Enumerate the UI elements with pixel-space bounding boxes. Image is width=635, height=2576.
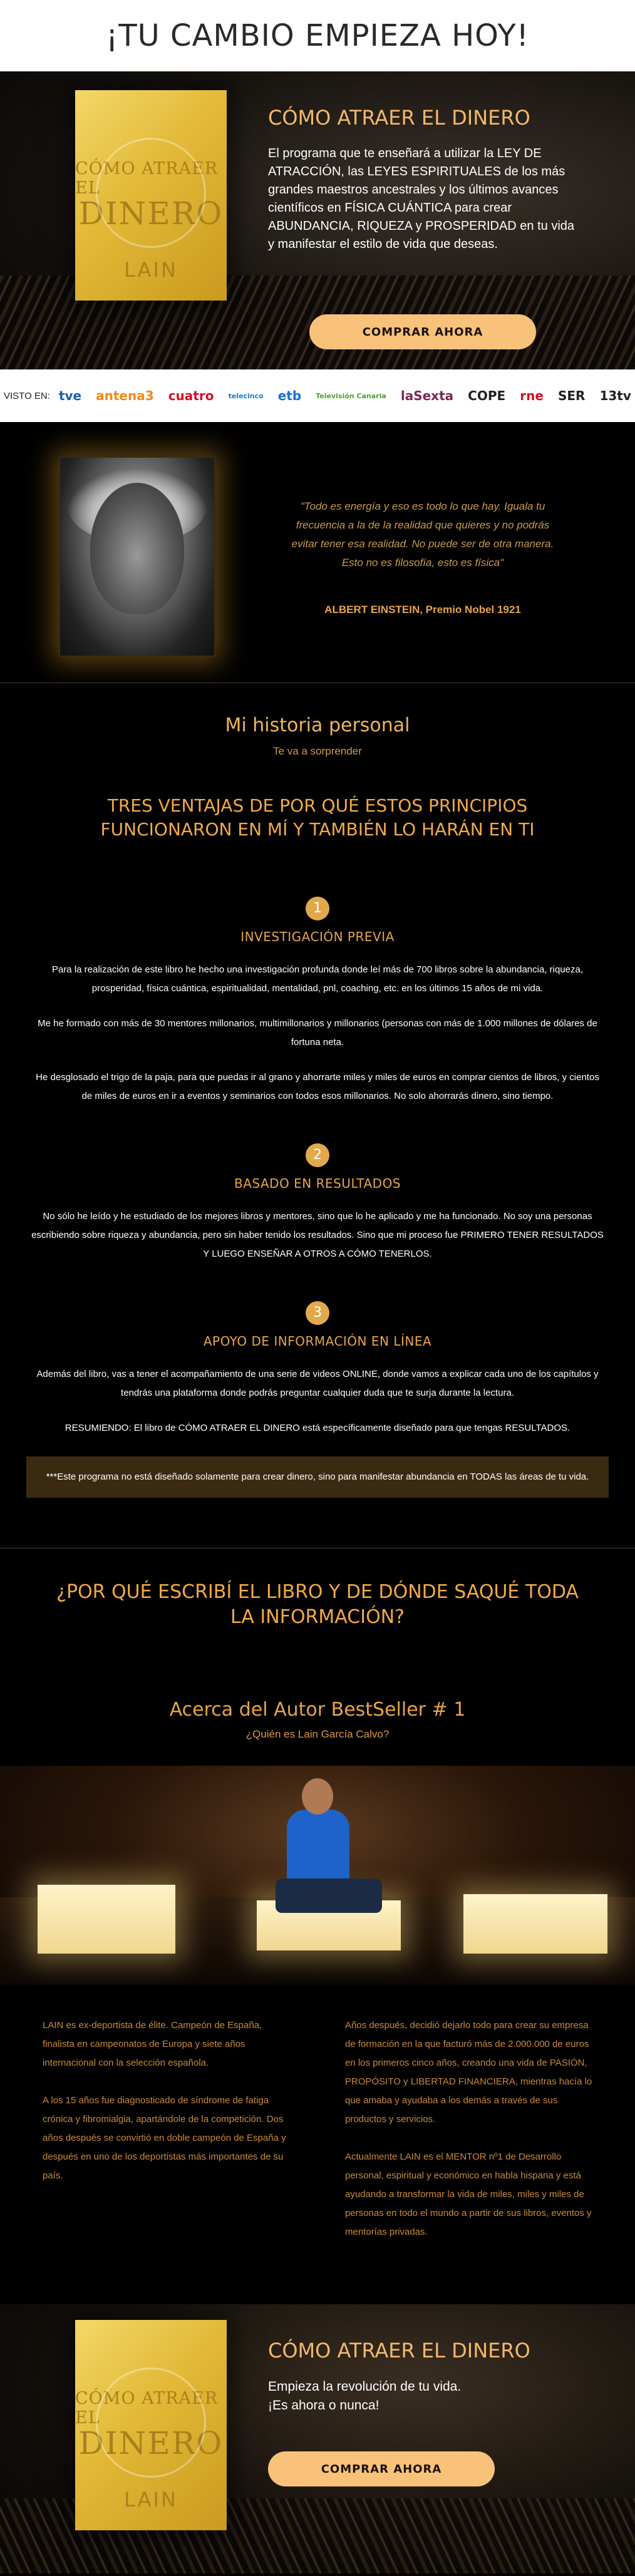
bio-right-column	[345, 2016, 592, 2260]
hero-description: El programa que te enseñará a utilizar la LEY DE ATRACCIÓN, las LEYES ESPIRITUALES de los más grandes maestros ancestrales y los últimos avances científicos en FÍSICA CUÁNTICA para crear ABUNDANCIA, RIQUEZA y PROSPERIDAD en tu vida y manifestar el estilo de vida que deseas.	[268, 147, 575, 251]
section-paragraph: Además del libro, vas a tener el acompañamiento de una serie de videos ONLINE, donde vamos a explicar cada uno de los capítulos y tendrás una plataforma donde podrás preguntar cualquier duda que te surja durante la lectura.	[36, 1369, 599, 1398]
advantages-title: TRES VENTAJAS DE POR QUÉ ESTOS PRINCIPIOS FUNCIONARON EN MÍ Y TAMBIÉN LO HARÁN EN TI	[100, 795, 535, 840]
einstein-portrait	[59, 456, 215, 657]
hero-section	[0, 71, 635, 369]
portrait-face	[90, 483, 184, 614]
bio-left-column	[43, 2016, 290, 2260]
quote-author: ALBERT EINSTEIN, Premio Nobel 1921	[324, 604, 521, 616]
media-logo: COPE	[468, 388, 506, 403]
media-logo: antena3	[96, 388, 154, 403]
media-logos-bar	[0, 369, 635, 422]
quote-section	[0, 422, 635, 683]
book-title-line2: DINERO	[78, 2425, 224, 2461]
section-paragraph: Me he formado con más de 30 mentores millonarios, multimillonarios y millonarios (personas con más de 1.000 millones de dólares de fortuna neta.	[38, 1018, 597, 1048]
author-figure-body	[287, 1810, 349, 1885]
section-paragraph: He desglosado el trigo de la paja, para que puedas ir al grano y ahorrarte miles y miles de euros en comprar cientos de libros, y cientos de miles de euros en ir a eventos y seminarios con todos esos millonarios. No solo ahorrarás dinero, sino tiempo.	[36, 1072, 599, 1101]
why-title: ¿POR QUÉ ESCRIBÍ EL LIBRO Y DE DÓNDE SAQUÉ TODA LA INFORMACIÓN?	[56, 1581, 579, 1628]
media-logo: laSexta	[400, 388, 454, 403]
book-title-line1: CÓMO ATRAER EL	[75, 159, 219, 198]
section-title-2: BASADO EN RESULTADOS	[234, 1176, 401, 1191]
top-banner	[0, 0, 635, 71]
footer-text	[268, 2339, 581, 2415]
book-author: LAIN	[124, 2488, 178, 2512]
section-number-3: 3	[306, 1301, 329, 1325]
media-logo: rne	[520, 388, 544, 403]
media-logo: Televisión Canaria	[316, 391, 386, 400]
footer-line-2: ¡Es ahora o nunca!	[268, 2398, 379, 2413]
bio-paragraph: Actualmente LAIN es el MENTOR nº1 de Desarrollo personal, espiritual y económico en habla hispana y está ayudando a transformar la vida de miles, miles y miles de personas en todo el mundo a partir de sus libros, eventos y mentorías privadas.	[345, 2151, 592, 2237]
media-logo: etb	[277, 388, 302, 403]
light-cube	[38, 1885, 175, 1954]
hero-title: CÓMO ATRAER EL DINERO	[268, 106, 530, 130]
bio-paragraph: Años después, decidió dejarlo todo para crear su empresa de formación en la que facturó más de 2.000.000 de euros en los primeros cinco años, creando una vida de PASIÓN, PROPÓSITO y LIBERTAD FINANCIERA, mientras hacía lo que amaba y ayudaba a los demás a través de sus productos y servicios.	[345, 2020, 592, 2125]
footer-line-1: Empieza la revolución de tu vida.	[268, 2379, 462, 2394]
highlight-note: ***Este programa no está diseñado solamente para crear dinero, sino para manifestar abundancia en TODAS las áreas de tu vida.	[26, 1456, 609, 1498]
media-logo: 13tv	[599, 388, 631, 403]
hero-text	[268, 106, 581, 254]
story-subtitle: Te va a sorprender	[273, 745, 362, 757]
media-logo: cuatro	[168, 388, 214, 403]
author-subtitle: ¿Quién es Lain García Calvo?	[245, 1728, 390, 1740]
book-ring	[96, 2367, 206, 2478]
author-title: Acerca del Autor BestSeller # 1	[169, 1699, 466, 1721]
section-paragraph: No sólo he leído y he estudiado de los mejores libros y mentores, sino que lo he aplicado y me ha funcionado. No soy una personas escribiendo sobre riqueza y abundancia, pero sin haber tenido los resultados. Sino que mi proceso fue PRIMERO TENER RESULTADOS Y LUEGO ENSEÑAR A OTROS A CÓMO TENERLOS.	[31, 1211, 604, 1259]
light-cube	[463, 1894, 607, 1954]
book-author: LAIN	[124, 258, 178, 282]
author-figure-legs	[276, 1878, 382, 1913]
book-ring	[96, 138, 206, 248]
section-number-2: 2	[306, 1143, 329, 1167]
book-cover	[75, 90, 227, 301]
buy-now-button[interactable]: COMPRAR AHORA	[309, 314, 536, 349]
footer-hero-section	[0, 2304, 635, 2573]
book-title-line1: CÓMO ATRAER EL	[75, 2389, 219, 2428]
media-logos	[59, 388, 631, 403]
author-figure-head	[302, 1778, 333, 1815]
section-paragraph: RESUMIENDO: El libro de CÓMO ATRAER EL DINERO está específicamente diseñado para que tengas RESULTADOS.	[65, 1423, 570, 1433]
section-title-1: INVESTIGACIÓN PREVIA	[240, 929, 395, 944]
story-section	[0, 683, 635, 1498]
bio-paragraph: A los 15 años fue diagnosticado de síndrome de fatiga crónica y fibromialgia, apartándole de la competición. Dos años después se convirtió en doble campeón de España y después en uno de los deportistas más importantes de su país.	[43, 2095, 286, 2181]
media-logo: SER	[557, 388, 586, 403]
book-title-line2: DINERO	[78, 195, 224, 232]
media-logo: telecinco	[228, 391, 264, 400]
quote-text: "Todo es energía y eso es todo lo que hay. Iguala tu frecuencia a la de la realidad que quieres y no podrás evitar tener esa realidad. No puede ser de otra manera. Esto no es filosofía, esto es física"	[291, 500, 554, 569]
page-title: ¡TU CAMBIO EMPIEZA HOY!	[106, 18, 529, 53]
section-number-1: 1	[306, 897, 329, 920]
footer-buy-now-button[interactable]: COMPRAR AHORA	[268, 2451, 495, 2486]
section-title-3: APOYO DE INFORMACIÓN EN LÍNEA	[203, 1334, 432, 1349]
media-logo: tve	[58, 388, 82, 403]
author-photo	[0, 1766, 635, 1985]
book-cover	[75, 2320, 227, 2530]
author-bio	[0, 1985, 635, 2260]
seen-on-label: VISTO EN:	[4, 390, 50, 401]
footer-title: CÓMO ATRAER EL DINERO	[268, 2339, 530, 2362]
story-title: Mi historia personal	[225, 714, 410, 736]
section-paragraph: Para la realización de este libro he hecho una investigación profunda donde leí más de 700 libros sobre la abundancia, riqueza, prosperidad, física cuántica, espiritualidad, mentalidad, pnl, coaching, etc. en los últimos 15 años de mi vida.	[51, 964, 584, 994]
bio-paragraph: LAIN es ex-deportista de élite. Campeón de España, finalista en campeonatos de Europa y siete años internacional con la selección española.	[43, 2020, 262, 2068]
